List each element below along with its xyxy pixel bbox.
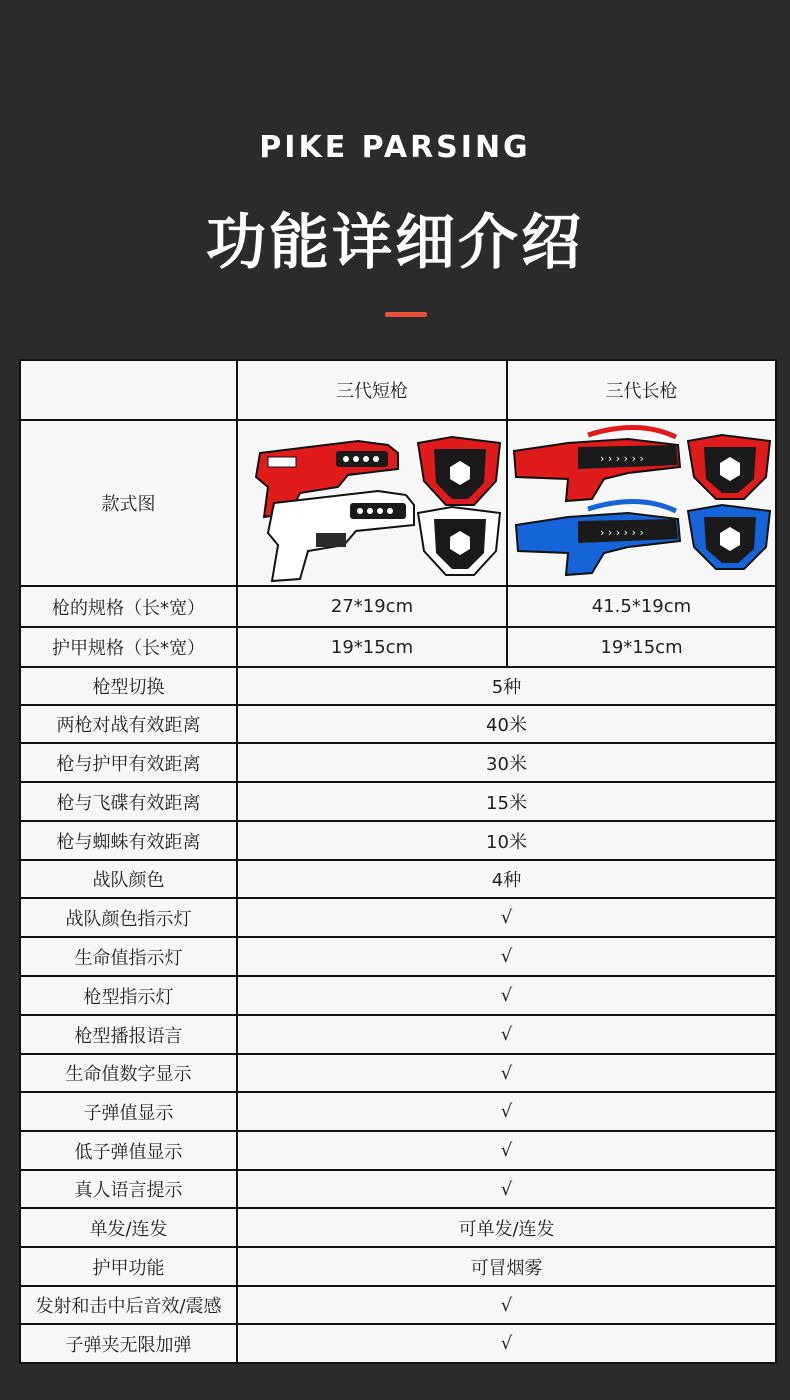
table-row [20, 821, 776, 860]
row-label: 枪与蜘蛛有效距离 [20, 821, 237, 860]
check-mark: √ [237, 1131, 776, 1170]
check-mark: √ [237, 937, 776, 976]
svg-text:› › › › › ›: › › › › › › [600, 452, 644, 465]
table-row [20, 705, 776, 743]
long-gun-value: 19*15cm [507, 627, 776, 667]
check-mark: √ [237, 1324, 776, 1363]
check-mark: √ [237, 898, 776, 937]
row-label: 单发/连发 [20, 1208, 237, 1247]
row-label: 真人语言提示 [20, 1170, 237, 1208]
short-gun-value: 19*15cm [237, 627, 507, 667]
row-value: 5种 [237, 667, 776, 705]
table-row [20, 1286, 776, 1324]
row-label: 生命值数字显示 [20, 1054, 237, 1092]
table-row [20, 1131, 776, 1170]
row-label: 战队颜色指示灯 [20, 898, 237, 937]
row-value: 15米 [237, 782, 776, 821]
short-gun-set-image [237, 420, 507, 586]
row-value: 可单发/连发 [237, 1208, 776, 1247]
check-mark: √ [237, 1170, 776, 1208]
table-row [20, 1092, 776, 1131]
svg-text:› › › › › ›: › › › › › › [600, 526, 644, 539]
row-label: 护甲功能 [20, 1247, 237, 1286]
page-header [0, 0, 790, 358]
row-label: 枪与飞碟有效距离 [20, 782, 237, 821]
row-value: 30米 [237, 743, 776, 782]
long-gun-set-image [507, 420, 776, 586]
table-row [20, 1054, 776, 1092]
table-row [20, 937, 776, 976]
table-row [20, 1170, 776, 1208]
row-label: 两枪对战有效距离 [20, 705, 237, 743]
row-label: 子弹夹无限加弹 [20, 1324, 237, 1363]
row-label: 发射和击中后音效/震感 [20, 1286, 237, 1324]
column-header-short: 三代短枪 [237, 360, 507, 420]
table-row [20, 586, 776, 627]
row-label: 枪与护甲有效距离 [20, 743, 237, 782]
row-value: 10米 [237, 821, 776, 860]
short-gun-illustration [238, 421, 506, 585]
table-row [20, 627, 776, 667]
row-label: 枪型切换 [20, 667, 237, 705]
table-row [20, 1208, 776, 1247]
check-mark: √ [237, 1054, 776, 1092]
table-row [20, 667, 776, 705]
row-label: 战队颜色 [20, 860, 237, 898]
row-label: 枪的规格（长*宽） [20, 586, 237, 627]
check-mark: √ [237, 1015, 776, 1054]
page-title: 功能详细介绍 [206, 208, 584, 278]
spec-table [19, 359, 777, 1364]
table-row [20, 1247, 776, 1286]
table-row [20, 743, 776, 782]
table-row [20, 782, 776, 821]
style-row-label: 款式图 [20, 420, 237, 586]
row-value: 4种 [237, 860, 776, 898]
style-image-row [20, 420, 776, 586]
long-gun-value: 41.5*19cm [507, 586, 776, 627]
check-mark: √ [237, 976, 776, 1015]
table-row [20, 898, 776, 937]
check-mark: √ [237, 1092, 776, 1131]
row-value: 可冒烟雾 [237, 1247, 776, 1286]
long-gun-illustration [508, 421, 775, 585]
accent-divider [385, 312, 427, 317]
table-row [20, 1324, 776, 1363]
short-gun-value: 27*19cm [237, 586, 507, 627]
column-header-long: 三代长枪 [507, 360, 776, 420]
check-mark: √ [237, 1286, 776, 1324]
corner-cell [20, 360, 237, 420]
row-label: 护甲规格（长*宽） [20, 627, 237, 667]
table-row [20, 976, 776, 1015]
row-label: 子弹值显示 [20, 1092, 237, 1131]
table-row [20, 860, 776, 898]
eyebrow-text: PIKE PARSING [259, 130, 531, 165]
row-label: 生命值指示灯 [20, 937, 237, 976]
table-row [20, 1015, 776, 1054]
row-value: 40米 [237, 705, 776, 743]
row-label: 枪型播报语言 [20, 1015, 237, 1054]
row-label: 枪型指示灯 [20, 976, 237, 1015]
row-label: 低子弹值显示 [20, 1131, 237, 1170]
table-header-row [20, 360, 776, 420]
